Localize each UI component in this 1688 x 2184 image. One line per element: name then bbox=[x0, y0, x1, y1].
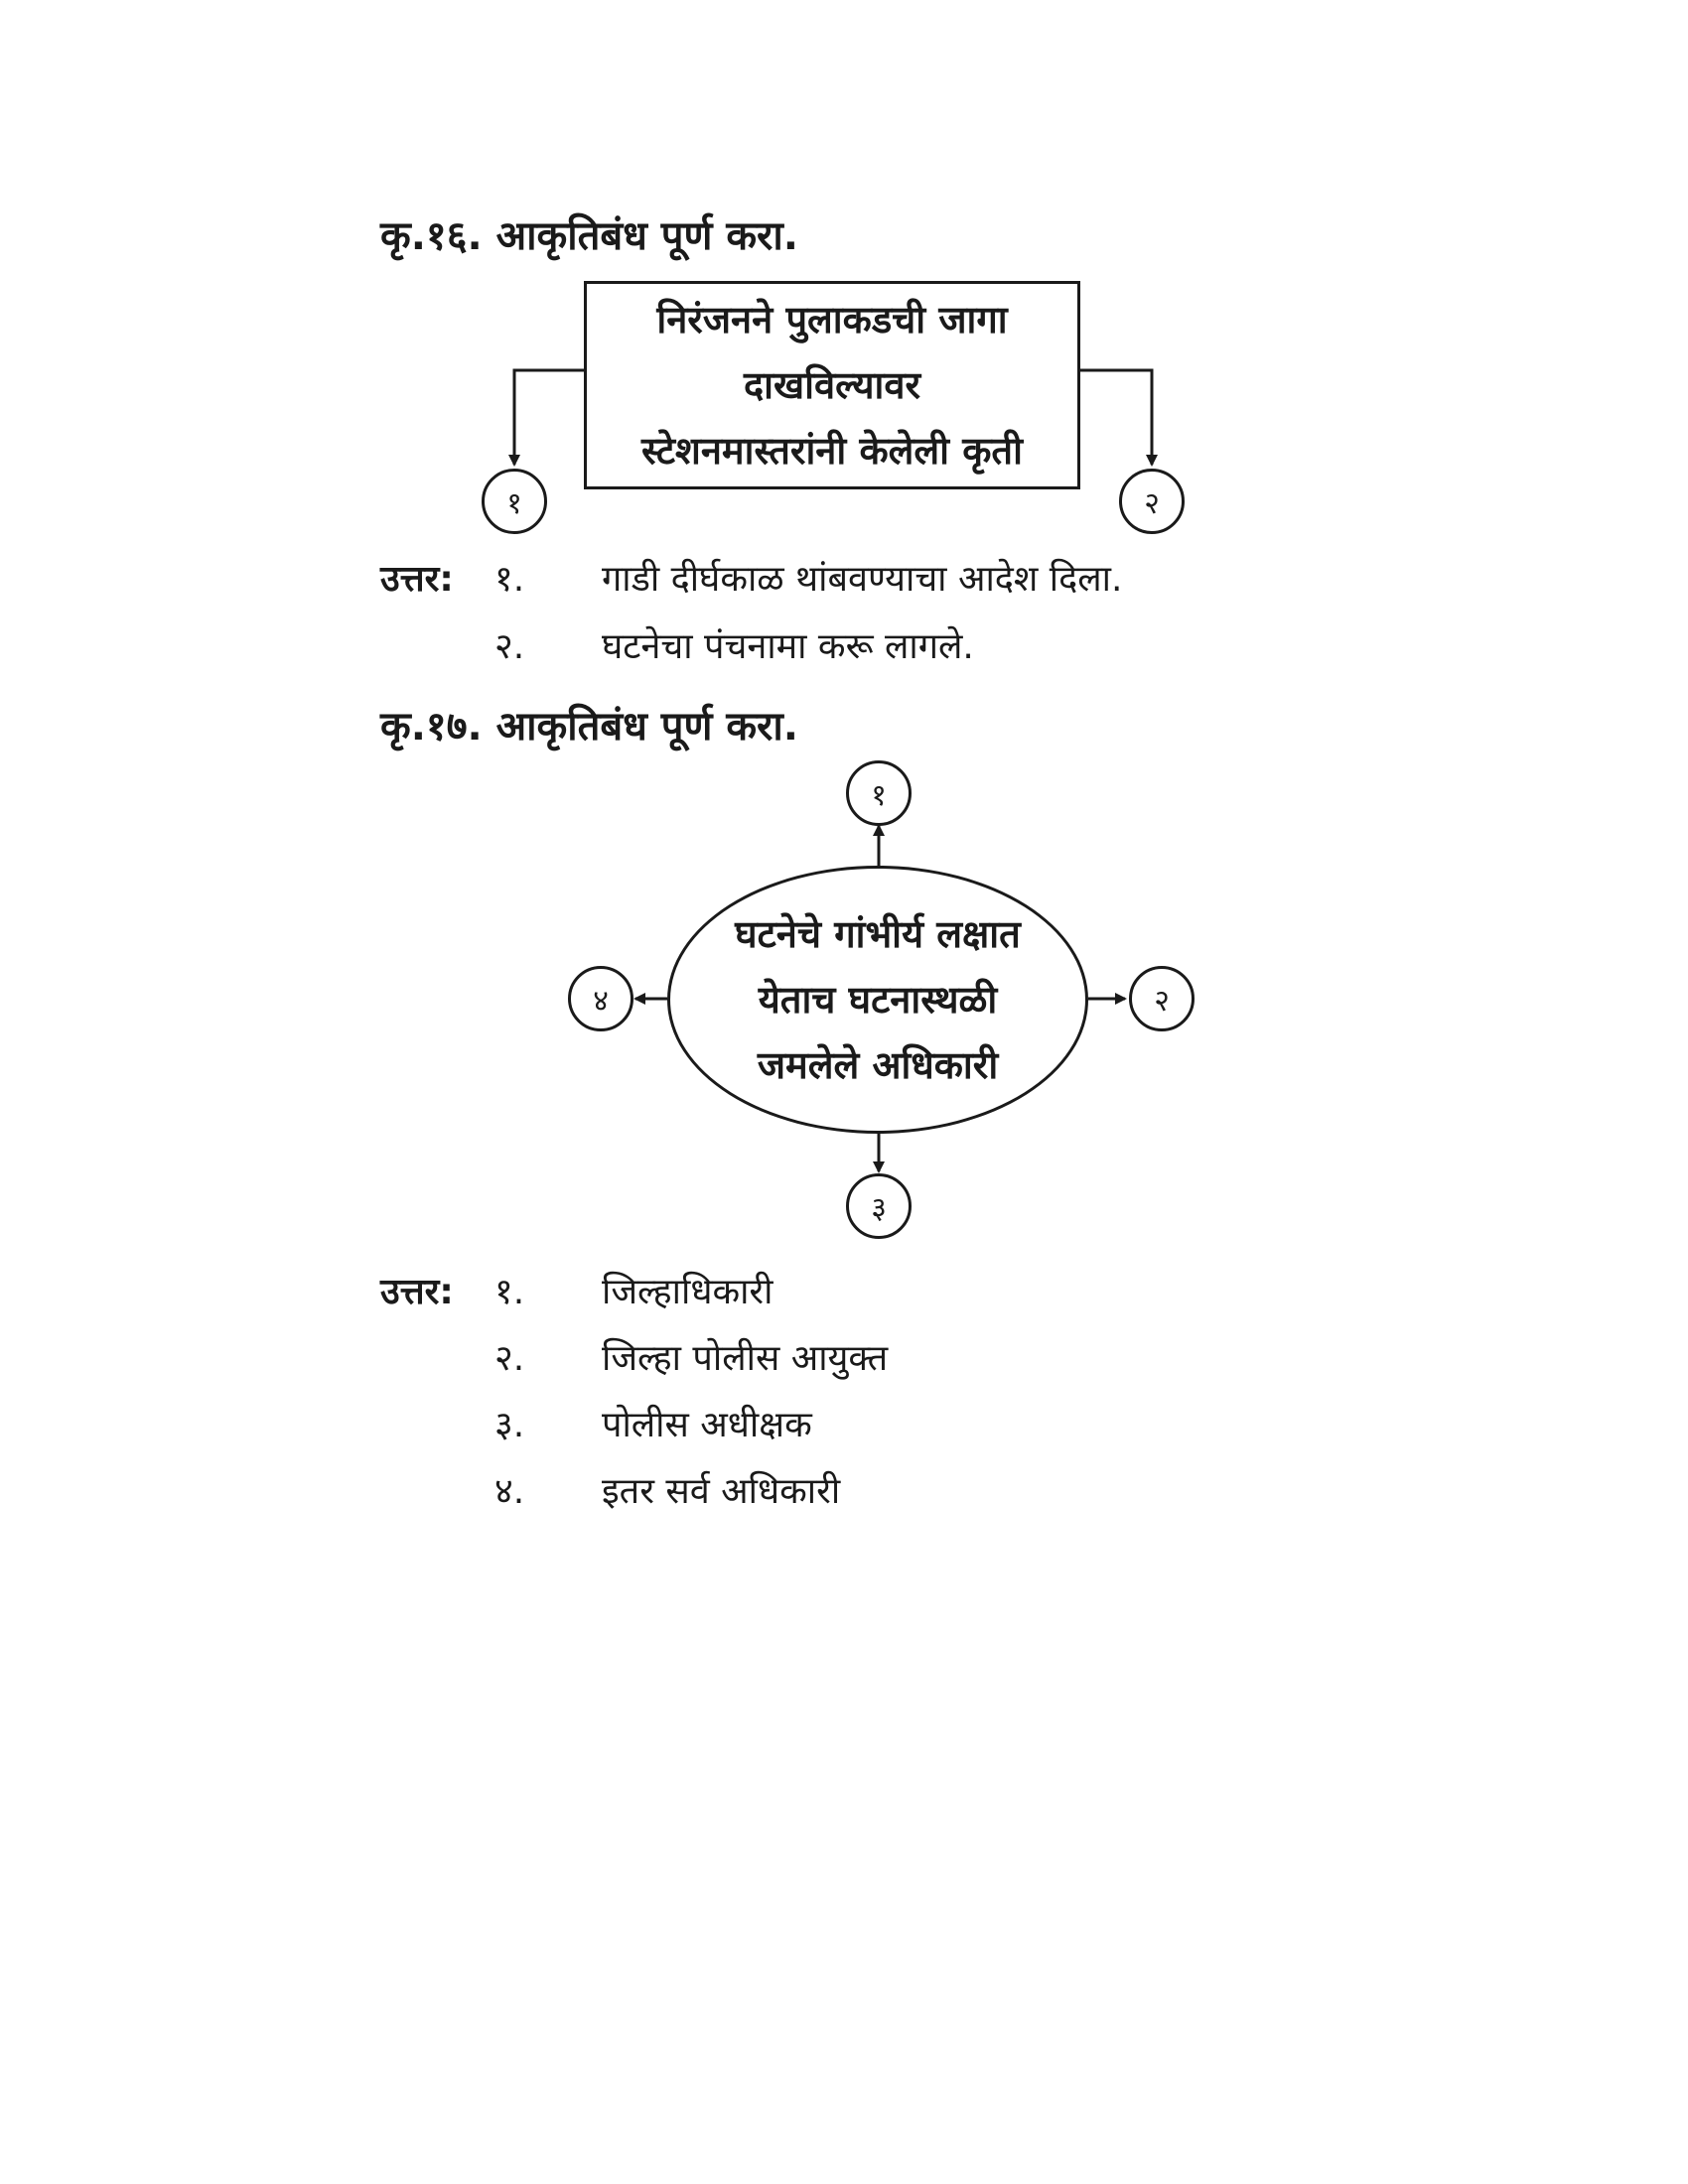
q16-answer-label: उत्तर: bbox=[380, 559, 454, 600]
q16-box-line-2: दाखविल्यावर bbox=[744, 363, 920, 407]
q17-heading: कृ.१७. आकृतिबंध पूर्ण करा. bbox=[380, 704, 798, 750]
answer-text: इतर सर्व अधिकारी bbox=[602, 1471, 841, 1512]
q16-circle-1: १ bbox=[482, 469, 547, 534]
q17-circle-left: ४ bbox=[568, 966, 633, 1031]
answer-number: १. bbox=[494, 559, 525, 600]
q17-center-oval bbox=[667, 866, 1088, 1134]
q17-circle-top: १ bbox=[846, 760, 912, 826]
q17-circle-bottom: ३ bbox=[846, 1173, 912, 1239]
answer-text: जिल्हाधिकारी bbox=[602, 1272, 774, 1312]
q17-oval-line-3: जमलेले अधिकारी bbox=[757, 1043, 999, 1087]
q17-answer-label: उत्तर: bbox=[380, 1272, 454, 1312]
q17-answer-4 bbox=[0, 1470, 1688, 1514]
q16-answer-1 bbox=[0, 558, 1688, 602]
answer-text: जिल्हा पोलीस आयुक्त bbox=[602, 1338, 889, 1379]
q16-arrow-1 bbox=[514, 370, 584, 465]
q17-circle-right: २ bbox=[1129, 966, 1195, 1031]
q17-answer-3 bbox=[0, 1404, 1688, 1447]
q16-answer-2 bbox=[0, 625, 1688, 669]
answer-number: ४. bbox=[494, 1471, 525, 1512]
answer-number: ३. bbox=[494, 1405, 525, 1445]
answer-number: २. bbox=[494, 1338, 525, 1379]
answer-number: २. bbox=[494, 626, 525, 667]
q17-answer-2 bbox=[0, 1337, 1688, 1381]
q16-box-line-1: निरंजनने पुलाकडची जागा bbox=[656, 298, 1008, 341]
q17-oval-line-2: येताच घटनास्थळी bbox=[758, 978, 998, 1022]
answer-text: पोलीस अधीक्षक bbox=[602, 1405, 812, 1445]
answer-text: गाडी दीर्घकाळ थांबवण्याचा आदेश दिला. bbox=[602, 559, 1123, 600]
q16-heading: कृ.१६. आकृतिबंध पूर्ण करा. bbox=[380, 213, 798, 259]
q17-answer-1 bbox=[0, 1271, 1688, 1314]
answer-text: घटनेचा पंचनामा करू लागले. bbox=[602, 626, 974, 667]
answer-number: १. bbox=[494, 1272, 525, 1312]
q17-oval-line-1: घटनेचे गांभीर्य लक्षात bbox=[735, 912, 1021, 956]
q16-box-line-3: स्टेशनमास्तरांनी केलेली कृती bbox=[641, 429, 1023, 473]
q16-arrow-2 bbox=[1080, 370, 1152, 465]
q16-circle-2: २ bbox=[1119, 469, 1185, 534]
q16-center-box bbox=[584, 281, 1080, 489]
